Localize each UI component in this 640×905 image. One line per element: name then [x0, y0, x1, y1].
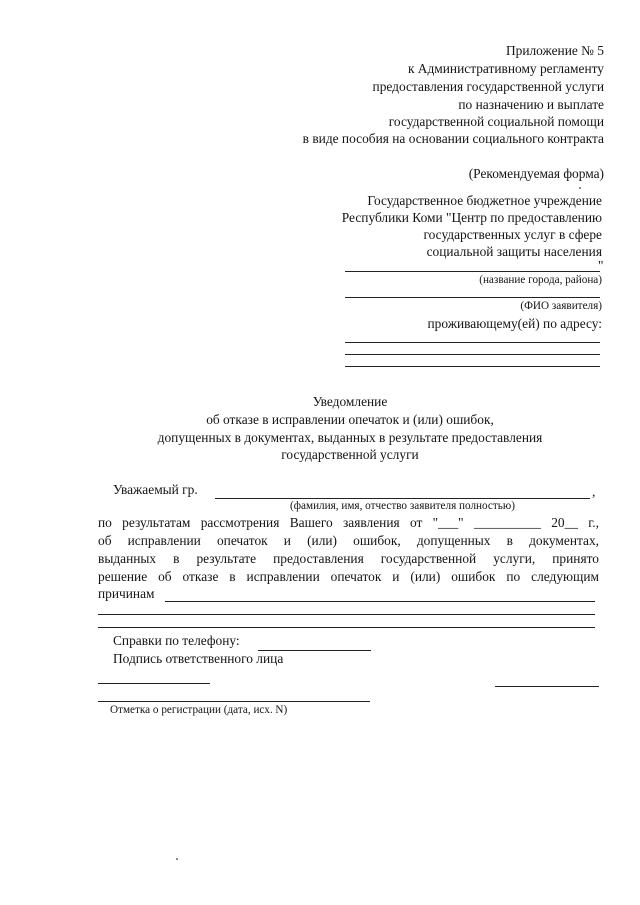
addressee-line-4: социальной защиты населения	[426, 244, 602, 259]
body-line-4: решение об отказе в исправлении опечаток и (или) ошибок по следующим	[98, 569, 599, 584]
city-hint: (название города, района)	[479, 274, 602, 286]
address-line-2	[345, 354, 600, 355]
header-line-4: государственной социальной помощи	[388, 114, 604, 129]
city-line	[345, 271, 600, 272]
signature-line-right	[495, 686, 599, 687]
signature-label: Подпись ответственного лица	[113, 651, 284, 666]
notice-title: Уведомление	[312, 394, 388, 409]
scan-speck	[176, 858, 178, 860]
reasons-line-1	[165, 601, 595, 602]
form-type-label: (Рекомендуемая форма)	[468, 166, 604, 181]
address-line-3	[345, 366, 600, 367]
addressee-line-2: Республики Коми "Центр по предоставлению	[341, 210, 602, 225]
header-line-5: в виде пособия на основании социального контракта	[302, 131, 604, 146]
registration-line	[98, 701, 370, 702]
header-line-3: по назначению и выплате	[458, 97, 604, 112]
applicant-name-line	[215, 498, 590, 499]
address-label: проживающему(ей) по адресу:	[427, 316, 602, 331]
reasons-line-2	[98, 614, 595, 615]
city-quote-mark: "	[598, 258, 604, 273]
header-line-1: к Административному регламенту	[407, 61, 604, 76]
registration-label: Отметка о регистрации (дата, исх. N)	[110, 704, 288, 716]
fio-line	[345, 297, 600, 298]
header-line-2: предоставления государственной услуги	[372, 79, 604, 94]
body-line-1: по результатам рассмотрения Вашего заявления от "___" __________ 20__ г.,	[98, 515, 599, 530]
signature-line-left	[98, 683, 210, 684]
scan-speck	[579, 187, 581, 189]
addressee-line-1: Государственное бюджетное учреждение	[367, 193, 602, 208]
greeting-label: Уважаемый гр.	[113, 482, 198, 497]
reasons-label: причинам	[98, 586, 155, 601]
notice-subtitle-1: об отказе в исправлении опечаток и (или) ошибок,	[206, 412, 494, 427]
fio-hint: (ФИО заявителя)	[520, 300, 602, 312]
address-line-1	[345, 342, 600, 343]
notice-subtitle-2: допущенных в документах, выданных в результате предоставления	[157, 430, 543, 445]
body-line-2: об исправлении опечаток и (или) ошибок, допущенных в документах,	[98, 533, 599, 548]
phone-label: Справки по телефону:	[113, 633, 240, 648]
addressee-line-3: государственных услуг в сфере	[423, 227, 602, 242]
applicant-name-hint: (фамилия, имя, отчество заявителя полностью)	[290, 500, 515, 512]
reasons-line-3	[98, 627, 595, 628]
notice-subtitle-3: государственной услуги	[281, 447, 419, 462]
greeting-comma: ,	[592, 484, 596, 499]
body-line-3: выданных в результате предоставления государственной услуги, принято	[98, 551, 599, 566]
appendix-title: Приложение № 5	[505, 43, 604, 58]
